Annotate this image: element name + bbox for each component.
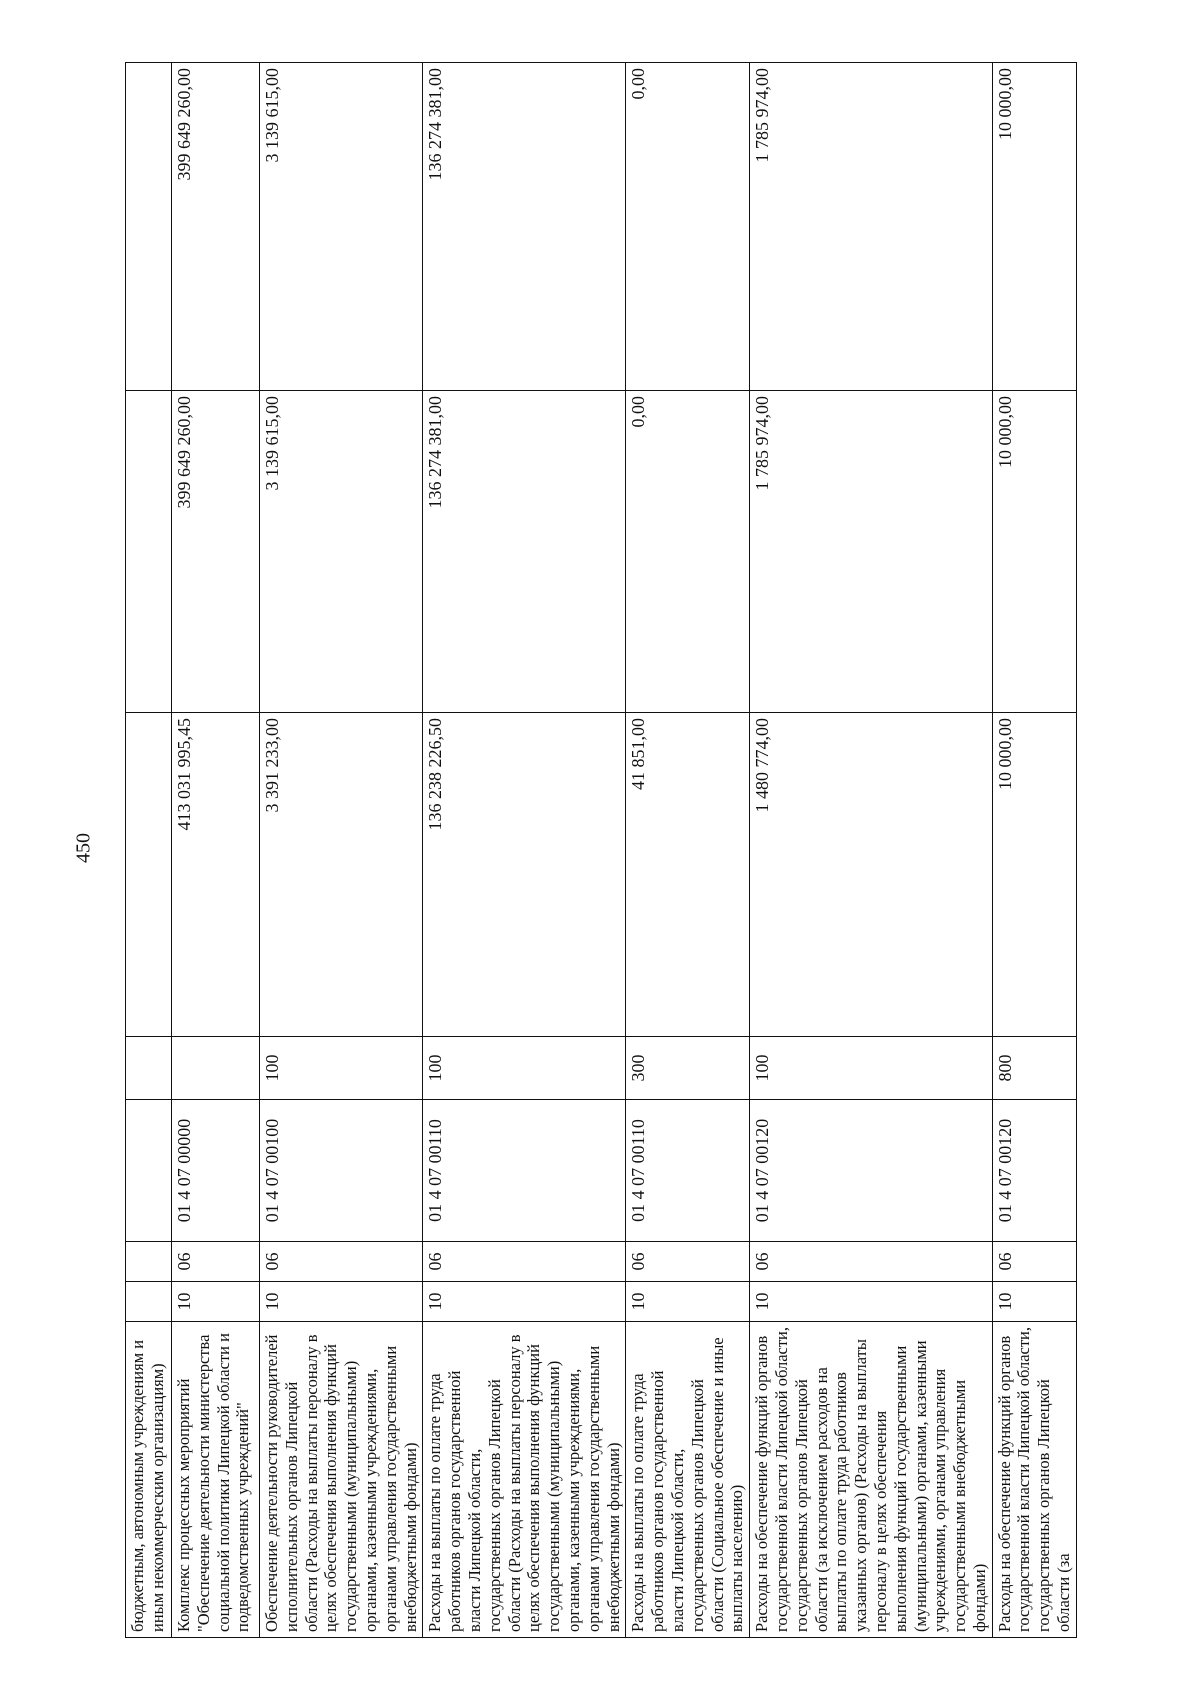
row-target-article: 01 4 07 00120: [992, 1100, 1076, 1242]
row-amount-3: 3 139 615,00: [260, 63, 423, 391]
row-expense-type: 100: [423, 1037, 626, 1100]
row-subsection: 06: [750, 1242, 993, 1282]
rotated-table-wrapper: [125, 63, 1074, 1638]
row-amount-1: 41 851,00: [626, 713, 750, 1037]
row-amount-3: 136 274 381,00: [423, 63, 626, 391]
row-name: Расходы на обеспечение функций органов государственной власти Липецкой области, государственных органов Липецкой области (за: [992, 1322, 1076, 1638]
row-name: Расходы на выплаты по оплате труда работников органов государственной власти Липецкой области, государственных органов Липецкой области (Расходы на выплаты персоналу в целях обеспечения выполнения функций государственными (муниципальными) органами, казенными учреждениями, органами управления государственными внебюджетными фондами): [423, 1322, 626, 1638]
row-expense-type: 100: [750, 1037, 993, 1100]
row-amount-1: 3 391 233,00: [260, 713, 423, 1037]
row-subsection: 06: [172, 1242, 260, 1282]
row-section: 10: [423, 1282, 626, 1322]
row-amount-3: [126, 63, 172, 391]
row-amount-2: 1 785 974,00: [750, 391, 993, 713]
row-amount-2: 136 274 381,00: [423, 391, 626, 713]
row-name: бюджетным, автономным учреждениям и иным некоммерческим организациям): [126, 1322, 172, 1638]
table-row: [992, 63, 1076, 1638]
row-subsection: 06: [992, 1242, 1076, 1282]
row-name: Комплекс процессных мероприятий "Обеспечение деятельности министерства социальной политики Липецкой области и подведомственных учреждений": [172, 1322, 260, 1638]
row-target-article: 01 4 07 00000: [172, 1100, 260, 1242]
row-target-article: 01 4 07 00110: [626, 1100, 750, 1242]
row-expense-type: 100: [260, 1037, 423, 1100]
table-row: [750, 63, 993, 1638]
row-target-article: [126, 1100, 172, 1242]
row-amount-3: 399 649 260,00: [172, 63, 260, 391]
page-number: 450: [72, 833, 95, 863]
table-row: [126, 63, 172, 1638]
row-amount-2: 10 000,00: [992, 391, 1076, 713]
row-target-article: 01 4 07 00120: [750, 1100, 993, 1242]
row-amount-3: 0,00: [626, 63, 750, 391]
row-amount-3: 10 000,00: [992, 63, 1076, 391]
row-amount-1: 136 238 226,50: [423, 713, 626, 1037]
row-amount-2: 0,00: [626, 391, 750, 713]
row-section: 10: [992, 1282, 1076, 1322]
row-amount-1: 413 031 995,45: [172, 713, 260, 1037]
row-subsection: [126, 1242, 172, 1282]
row-subsection: 06: [260, 1242, 423, 1282]
row-subsection: 06: [626, 1242, 750, 1282]
row-target-article: 01 4 07 00100: [260, 1100, 423, 1242]
table-row: [626, 63, 750, 1638]
row-subsection: 06: [423, 1242, 626, 1282]
row-name: Расходы на выплаты по оплате труда работников органов государственной власти Липецкой области, государственных органов Липецкой области (Социальное обеспечение и иные выплаты населению): [626, 1322, 750, 1638]
row-section: 10: [172, 1282, 260, 1322]
row-amount-1: [126, 713, 172, 1037]
row-section: 10: [750, 1282, 993, 1322]
row-section: 10: [626, 1282, 750, 1322]
row-expense-type: 800: [992, 1037, 1076, 1100]
budget-table: [125, 62, 1077, 1638]
row-amount-1: 1 480 774,00: [750, 713, 993, 1037]
row-amount-2: [126, 391, 172, 713]
table-body: [126, 63, 1077, 1638]
row-name: Обеспечение деятельности руководителей исполнительных органов Липецкой области (Расходы на выплаты персоналу в целях обеспечения выполнения функций государственными (муниципальными) органами, казенными учреждениями, органами управления государственными внебюджетными фондами): [260, 1322, 423, 1638]
row-target-article: 01 4 07 00110: [423, 1100, 626, 1242]
row-expense-type: 300: [626, 1037, 750, 1100]
row-section: [126, 1282, 172, 1322]
row-amount-2: 399 649 260,00: [172, 391, 260, 713]
table-row: [260, 63, 423, 1638]
row-amount-3: 1 785 974,00: [750, 63, 993, 391]
row-name: Расходы на обеспечение функций органов государственной власти Липецкой области, государственных органов Липецкой области (за исключением расходов на выплаты по оплате труда работников указанных органов) (Расходы на выплаты персоналу в целях обеспечения выполнения функций государственными (муниципальными) органами, казенными учреждениями, органами управления государственными внебюджетными фондами): [750, 1322, 993, 1638]
row-amount-1: 10 000,00: [992, 713, 1076, 1037]
row-section: 10: [260, 1282, 423, 1322]
row-expense-type: [172, 1037, 260, 1100]
row-amount-2: 3 139 615,00: [260, 391, 423, 713]
table-row: [172, 63, 260, 1638]
table-row: [423, 63, 626, 1638]
row-expense-type: [126, 1037, 172, 1100]
